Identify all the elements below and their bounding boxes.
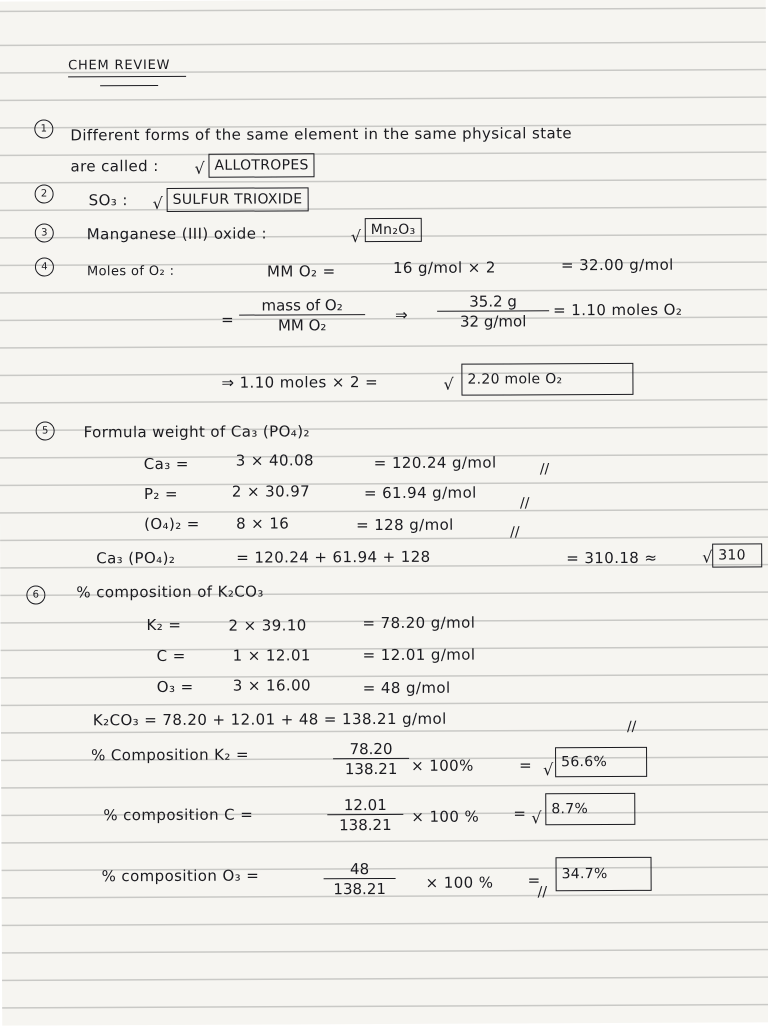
q6-comp-2-num: 12.01 <box>327 796 403 815</box>
q6-row-1-calc: 2 × 39.10 <box>228 616 307 635</box>
q6-comp-1-mult: × 100% <box>411 756 474 775</box>
q6-comp-3-label: % composition O₃ = <box>101 866 260 886</box>
q4-result-1: = 1.10 moles O₂ <box>553 300 683 320</box>
q6-row-2-result: = 12.01 g/mol <box>362 645 476 665</box>
q2-answer-box: SULFUR TRIOXIDE <box>167 187 309 212</box>
q4-equals: = <box>221 310 235 329</box>
q5-row-1-calc: 3 × 40.08 <box>235 451 315 470</box>
q6-row-3-label: O₃ = <box>156 677 194 696</box>
q4-frac1-den: MM O₂ <box>277 316 327 335</box>
check-mark: √ <box>443 374 454 394</box>
q2-prompt: SO₃ : <box>88 191 128 210</box>
double-tick: // <box>519 495 530 512</box>
q6-comp-2-fraction <box>327 796 403 835</box>
check-mark: √ <box>350 227 362 247</box>
q4-mm-result: = 32.00 g/mol <box>560 255 674 275</box>
q6-comp-2-answer-box: 8.7% <box>545 793 635 825</box>
q1-text-line1: Different forms of the same element in the same physical state <box>70 124 573 145</box>
q3-prompt: Manganese (III) oxide : <box>86 224 268 244</box>
q5-row-2-result: = 61.94 g/mol <box>363 483 477 503</box>
q5-total-label: Ca₃ (PO₄)₂ <box>96 548 176 568</box>
q5-title: Formula weight of Ca₃ (PO₄)₂ <box>83 422 310 442</box>
q6-comp-3-answer-box: 34.7% <box>556 857 652 891</box>
q3-answer-box: Mn₂O₃ <box>365 218 422 242</box>
q6-total: K₂CO₃ = 78.20 + 12.01 + 48 = 138.21 g/mol <box>92 709 447 730</box>
q1-answer-box: ALLOTROPES <box>208 153 314 177</box>
q6-row-1-label: K₂ = <box>146 615 182 635</box>
q6-comp-2-label: % composition C = <box>103 805 254 825</box>
q6-comp-1-answer-box: 56.6% <box>555 747 647 777</box>
q4-frac2-num: 35.2 g <box>437 292 549 311</box>
check-mark: √ <box>194 158 205 178</box>
q6-comp-1-eq: = <box>519 756 533 775</box>
double-tick: // <box>626 718 637 735</box>
q4-fraction-2 <box>437 292 549 331</box>
q4-frac2-den: 32 g/mol <box>459 312 527 331</box>
question-marker-3: 3 <box>35 223 54 242</box>
q6-comp-1-label: % Composition K₂ = <box>91 745 249 765</box>
check-mark: √ <box>702 547 713 567</box>
q6-comp-2-mult: × 100 % <box>411 807 480 826</box>
title-underline <box>68 76 186 78</box>
q5-row-1-label: Ca₃ = <box>143 454 189 474</box>
q6-comp-3-num: 48 <box>324 860 396 879</box>
q4-mm-calc: 16 g/mol × 2 <box>392 258 496 277</box>
q5-row-1-result: = 120.24 g/mol <box>373 453 497 473</box>
q6-row-3-result: = 48 g/mol <box>362 678 451 698</box>
double-tick: // <box>510 524 520 541</box>
question-marker-6: 6 <box>26 585 45 604</box>
q6-comp-3-eq: = <box>527 871 541 890</box>
q5-row-2-label: P₂ = <box>143 484 178 504</box>
q6-row-3-calc: 3 × 16.00 <box>232 676 311 695</box>
q5-row-3-label: (O₄)₂ = <box>144 514 200 534</box>
q4-mm-label: MM O₂ = <box>266 262 336 281</box>
check-mark: √ <box>152 193 163 214</box>
check-mark: √ <box>531 808 542 828</box>
q6-comp-3-den: 138.21 <box>333 879 386 899</box>
question-marker-1: 1 <box>34 119 53 138</box>
q6-comp-3-fraction <box>324 860 396 899</box>
title-underline-2 <box>100 85 158 86</box>
double-tick: // <box>537 884 548 901</box>
question-marker-5: 5 <box>36 421 55 440</box>
q6-title: % composition of K₂CO₃ <box>76 582 264 602</box>
q4-label: Moles of O₂ : <box>86 263 175 280</box>
q1-text-line2: are called : <box>70 156 159 176</box>
q6-row-2-label: C = <box>156 646 186 665</box>
q6-comp-3-mult: × 100 % <box>425 873 494 892</box>
q5-total-calc: = 120.24 + 61.94 + 128 <box>236 547 431 567</box>
q6-comp-1-fraction <box>333 740 409 779</box>
question-marker-2: 2 <box>35 184 54 203</box>
q4-arrow: ⇒ <box>395 305 409 324</box>
question-marker-4: 4 <box>35 257 54 276</box>
q6-row-1-result: = 78.20 g/mol <box>362 613 476 633</box>
q5-answer-box: 310 <box>712 543 762 567</box>
q5-row-2-calc: 2 × 30.97 <box>231 482 311 501</box>
q4-line3: ⇒ 1.10 moles × 2 = <box>221 373 379 392</box>
q6-comp-1-den: 138.21 <box>344 759 398 779</box>
q6-row-2-calc: 1 × 12.01 <box>232 646 311 665</box>
page-title: CHEM REVIEW <box>68 57 171 74</box>
q5-total-result: = 310.18 ≈ <box>566 548 658 568</box>
q5-row-3-result: = 128 g/mol <box>356 515 454 535</box>
q5-row-3-calc: 8 × 16 <box>236 514 290 533</box>
q6-comp-2-den: 138.21 <box>339 815 392 835</box>
q4-frac1-num: mass of O₂ <box>239 296 365 316</box>
q6-comp-2-eq: = <box>513 804 527 823</box>
q4-fraction-1 <box>239 296 365 336</box>
q6-comp-1-num: 78.20 <box>333 740 409 759</box>
q4-answer-box: 2.20 mole O₂ <box>461 363 633 396</box>
check-mark: √ <box>543 760 554 780</box>
double-tick: // <box>539 461 550 478</box>
